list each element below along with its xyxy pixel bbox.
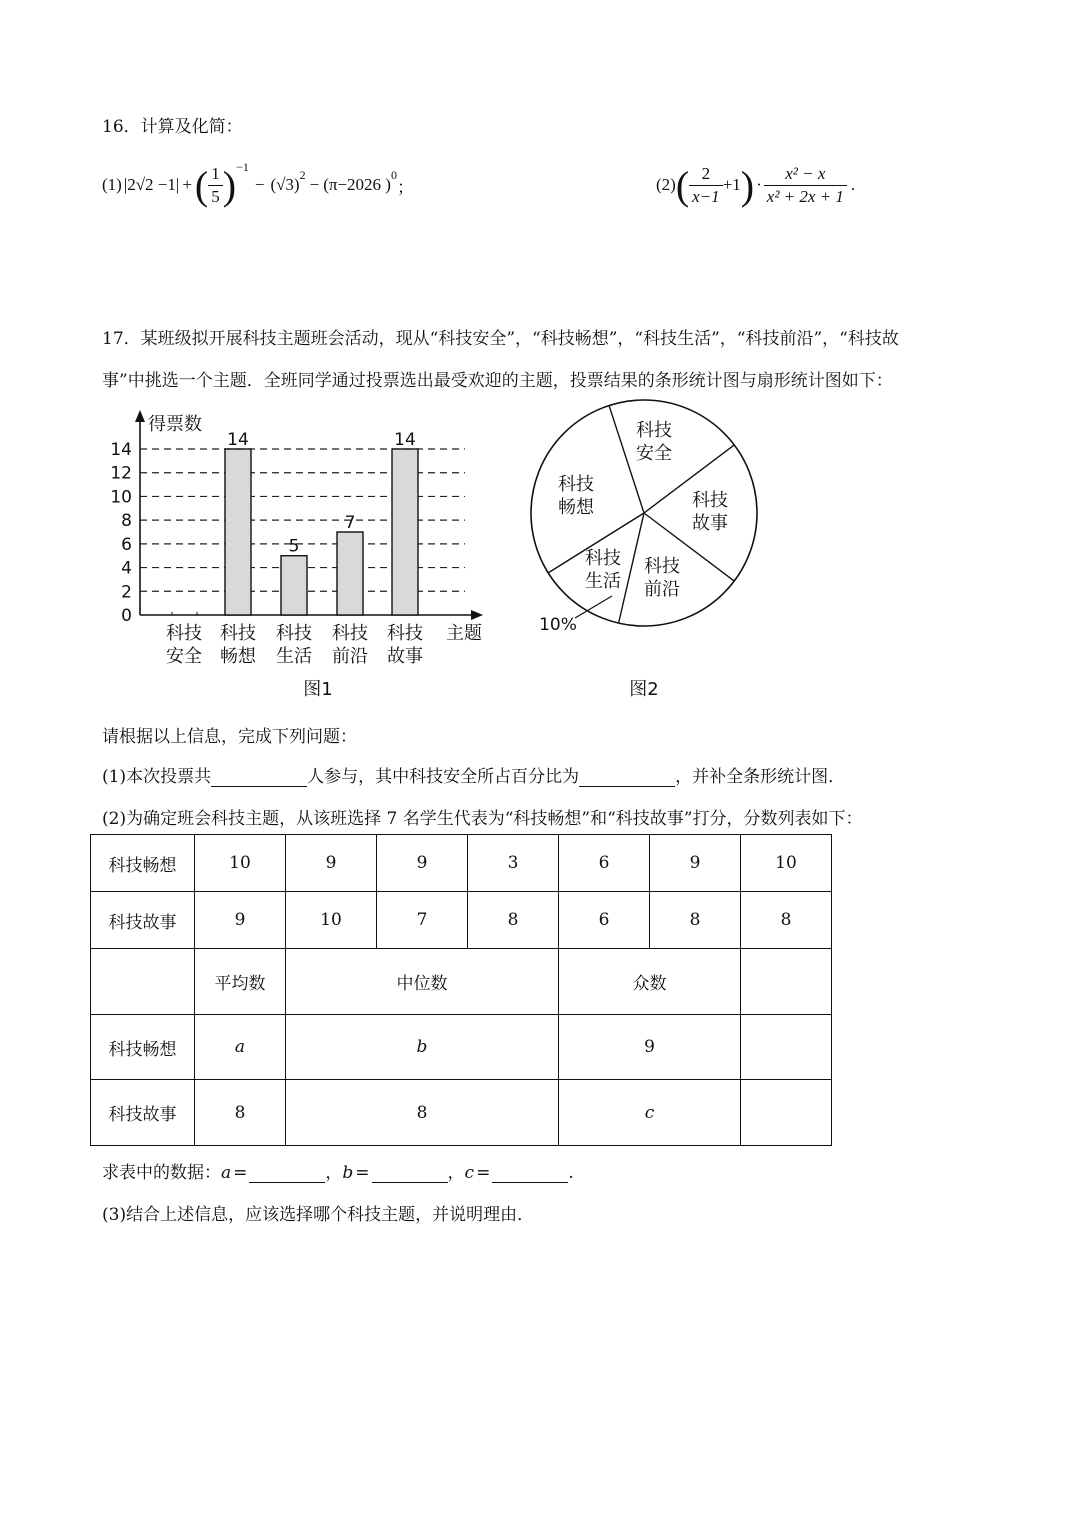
- q16-part1: [102, 160, 414, 210]
- bar: [392, 449, 418, 615]
- bar: [281, 556, 307, 615]
- q16-p2-dot: ·: [756, 175, 762, 194]
- eq-sign: =: [355, 1163, 370, 1183]
- right-paren: ): [740, 162, 755, 208]
- score-cell: 10: [741, 835, 832, 892]
- q17-prompt: 请根据以上信息，完成下列问题：: [102, 727, 357, 747]
- comma: ，: [447, 1163, 465, 1183]
- bar-chart: [100, 404, 500, 704]
- q16-p1-exp2: 2: [299, 168, 306, 182]
- category-label: 生活: [276, 646, 312, 667]
- q16-p2-fraction2: [764, 163, 847, 208]
- category-label: 安全: [166, 646, 202, 667]
- chart-title: 图1: [303, 679, 333, 700]
- q16-p2-fraction1: [689, 163, 723, 208]
- q17-find: [102, 1158, 574, 1183]
- q16-p2-end: .: [850, 175, 856, 194]
- answer-blank-a[interactable]: [249, 1164, 325, 1183]
- pie-slice-label: 科技: [558, 474, 594, 495]
- header-mean: 平均数: [195, 949, 286, 1015]
- bar: [337, 532, 363, 615]
- q16-p1-plus: +: [182, 175, 192, 194]
- score-cell: 10: [286, 892, 377, 949]
- right-paren: ): [222, 162, 237, 208]
- q17-line2: 事”中挑选一个主题．全班同学通过投票选出最受欢迎的主题，投票结果的条形统计图与扇形统计图如下：: [102, 371, 893, 391]
- stat-median: b: [286, 1015, 559, 1080]
- stat-mean: 8: [195, 1080, 286, 1146]
- score-cell: 9: [286, 835, 377, 892]
- fraction-numerator: x² − x: [764, 163, 847, 186]
- answer-blank-c[interactable]: [492, 1164, 568, 1183]
- period: .: [568, 1163, 574, 1183]
- category-label: 科技: [276, 623, 312, 644]
- sub1-text-b: 人参与，其中科技安全所占百分比为: [307, 767, 580, 787]
- row-name: 科技畅想: [91, 1015, 195, 1080]
- empty-cell: [741, 1015, 832, 1080]
- answer-blank-percent[interactable]: [579, 768, 675, 787]
- stat-mode: c: [559, 1080, 741, 1146]
- q16-p1-sqrt: (√3): [270, 175, 300, 194]
- score-cell: 9: [195, 892, 286, 949]
- pie-slice-label: 科技: [692, 490, 728, 511]
- y-tick-label: 14: [110, 440, 132, 460]
- q17-line1: 17．某班级拟开展科技主题班会活动，现从“科技安全”，“科技畅想”，“科技生活”，“科技前沿”，“科技故: [102, 329, 899, 349]
- q16-p1-pi: (π−2026 ): [323, 175, 391, 194]
- table-row: [91, 835, 832, 892]
- pie-chart: [520, 398, 770, 704]
- answer-blank-b[interactable]: [372, 1164, 448, 1183]
- y-tick-label: 2: [121, 582, 132, 603]
- category-label: 畅想: [220, 646, 256, 667]
- sub1-text-a: (1)本次投票共: [102, 767, 212, 787]
- q17-sub3: (3)结合上述信息，应该选择哪个科技主题，并说明理由．: [102, 1205, 535, 1225]
- pie-slice-label: 生活: [585, 571, 621, 592]
- left-paren: (: [675, 162, 690, 208]
- score-cell: 9: [650, 835, 741, 892]
- q17-sub1: [102, 762, 845, 787]
- q16-p1-end: ；: [396, 177, 414, 197]
- score-cell: 10: [195, 835, 286, 892]
- q16-p2-plus: +1: [722, 175, 741, 194]
- row-name: 科技故事: [91, 1080, 195, 1146]
- score-cell: 3: [468, 835, 559, 892]
- fraction-denominator: x² + 2x + 1: [766, 186, 844, 206]
- score-cell: 8: [650, 892, 741, 949]
- y-tick-label: 4: [121, 558, 132, 579]
- q16-p1-abs: |2√2 −1|: [123, 175, 180, 194]
- header-mode: 众数: [559, 949, 741, 1015]
- score-cell: 6: [559, 892, 650, 949]
- var-a: a: [221, 1163, 232, 1183]
- category-label: 科技: [166, 623, 202, 644]
- header-median: 中位数: [286, 949, 559, 1015]
- row-name: 科技故事: [91, 892, 195, 949]
- q16-p2-label: (2): [656, 175, 676, 194]
- q16-title: 16．计算及化简：: [102, 117, 243, 137]
- q16-p1-label: (1): [102, 175, 122, 194]
- category-label: 科技: [332, 623, 368, 644]
- empty-cell: [91, 949, 195, 1015]
- q16-p1-minus1: −: [254, 175, 265, 194]
- empty-cell: [741, 1080, 832, 1146]
- pie-slice-label: 科技: [636, 420, 672, 441]
- q16-p1-fraction: [208, 163, 223, 208]
- pie-slice-label: 科技: [585, 548, 621, 569]
- q16-p1-exp: −1: [236, 160, 249, 174]
- score-cell: 7: [377, 892, 468, 949]
- eq-sign: =: [476, 1163, 491, 1183]
- y-axis-label: 得票数: [148, 414, 202, 435]
- score-cell: 8: [741, 892, 832, 949]
- data-label: 5: [288, 536, 300, 557]
- x-axis-label: 主题: [446, 623, 482, 644]
- y-tick-label: 10: [110, 487, 132, 508]
- fraction-numerator: 1: [208, 163, 223, 186]
- score-cell: 9: [377, 835, 468, 892]
- sub1-text-c: ，并补全条形统计图．: [675, 767, 846, 787]
- bar: [225, 449, 251, 615]
- q16-part2: [656, 160, 855, 210]
- table-row: [91, 892, 832, 949]
- y-tick-label: 12: [110, 463, 132, 484]
- chart-title: 图2: [629, 679, 659, 700]
- q16-p1-minus2: −: [309, 175, 320, 194]
- find-text: 求表中的数据：: [102, 1163, 221, 1183]
- q16-p1-exp3: 0: [390, 168, 397, 182]
- y-tick-label: 6: [121, 534, 132, 555]
- category-label: 科技: [387, 623, 423, 644]
- score-cell: 8: [468, 892, 559, 949]
- stat-median: 8: [286, 1080, 559, 1146]
- left-paren: (: [194, 162, 209, 208]
- y-tick-label: 8: [121, 511, 132, 532]
- q17-sub2: (2)为确定班会科技主题，从该班选择 7 名学生代表为“科技畅想”和“科技故事”打分，分数列表如下：: [102, 809, 863, 829]
- x-axis-arrow-icon: [471, 610, 483, 620]
- fraction-denominator: x−1: [692, 186, 720, 206]
- row-name: 科技畅想: [91, 835, 195, 892]
- fraction-denominator: 5: [211, 186, 220, 206]
- category-label: 前沿: [332, 646, 368, 667]
- y-axis-arrow-icon: [135, 410, 145, 422]
- pie-slice-label: 前沿: [644, 579, 680, 600]
- table-row: [91, 949, 832, 1015]
- table-row: [91, 1080, 832, 1146]
- stat-mean: a: [195, 1015, 286, 1080]
- pie-slice-label: 安全: [636, 443, 672, 464]
- stat-mode: 9: [559, 1015, 741, 1080]
- fraction-numerator: 2: [689, 163, 723, 186]
- data-label: 14: [394, 430, 416, 450]
- y-tick-label: 0: [121, 606, 132, 626]
- comma: ，: [325, 1163, 343, 1183]
- var-c: c: [464, 1163, 475, 1183]
- pie-slice-label: 畅想: [558, 497, 594, 518]
- var-b: b: [342, 1163, 354, 1183]
- score-table: [90, 834, 832, 1146]
- empty-cell: [741, 949, 832, 1015]
- pie-slice-label: 故事: [692, 513, 728, 534]
- answer-blank-total[interactable]: [211, 768, 307, 787]
- score-cell: 6: [559, 835, 650, 892]
- pie-slice-label: 科技: [644, 556, 680, 577]
- category-label: 科技: [220, 623, 256, 644]
- data-label: 14: [227, 430, 249, 450]
- data-label: 7: [344, 513, 356, 533]
- table-row: [91, 1015, 832, 1080]
- category-label: 故事: [387, 646, 423, 667]
- eq-sign: =: [233, 1163, 248, 1183]
- pie-percent-label: 10%: [539, 615, 577, 635]
